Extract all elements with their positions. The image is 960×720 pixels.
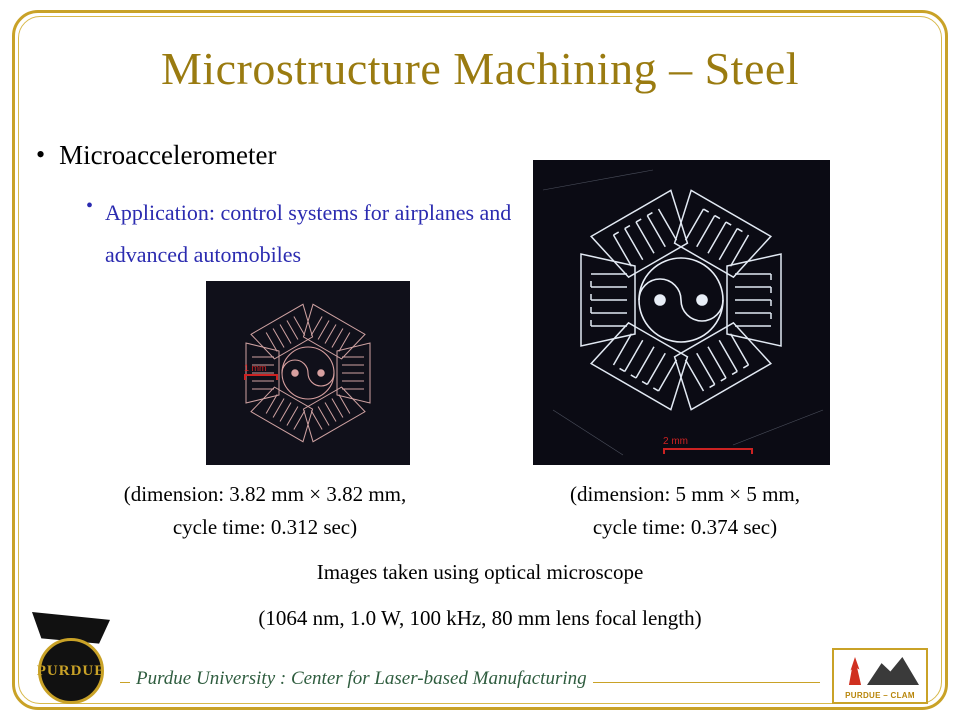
mountain-icon [867,657,919,685]
caption-right-line1: (dimension: 5 mm × 5 mm, [569,482,800,506]
clam-logo [832,648,928,704]
scale-bar-right [663,436,753,454]
note-microscope: Images taken using optical microscope [316,560,644,584]
caption-left [100,478,430,543]
microaccelerometer-pattern-left [206,281,410,465]
clam-logo-art [837,653,923,685]
footer-text: Purdue University : Center for Laser-based Manufacturing [130,668,593,690]
caption-right [520,478,850,543]
microscope-image-right [533,160,830,465]
scale-bar-right-label: 2 mm [663,436,688,447]
bullet-level1-label: Microaccelerometer [59,140,277,170]
bullet-dot-icon: • [36,140,46,169]
scale-bar-left [244,363,278,380]
note-laser-parameters: (1064 nm, 1.0 W, 100 kHz, 80 mm lens focal length) [258,606,702,630]
scale-bar-left-label: 1 mm [244,363,267,373]
purdue-seal-label: PURDUE [38,638,104,704]
bullet-level2 [86,192,556,276]
caption-left-line1: (dimension: 3.82 mm × 3.82 mm, [123,482,407,506]
purdue-seal-logo [28,612,114,704]
scale-bar-right-line [663,448,753,454]
caption-left-line2: cycle time: 0.312 sec) [172,514,358,539]
clam-logo-label: PURDUE – CLAM [845,691,915,700]
laser-flame-icon [847,657,863,685]
scale-bar-left-line [244,374,278,380]
page-title: Microstructure Machining – Steel [160,43,800,94]
bullet-dot-icon: • [86,195,94,217]
microscope-image-left [206,281,410,465]
microaccelerometer-pattern-right [533,160,830,465]
bullet-level2-label: Application: control systems for airplanes and advanced automobiles [105,200,512,267]
caption-right-line2: cycle time: 0.374 sec) [592,514,778,539]
